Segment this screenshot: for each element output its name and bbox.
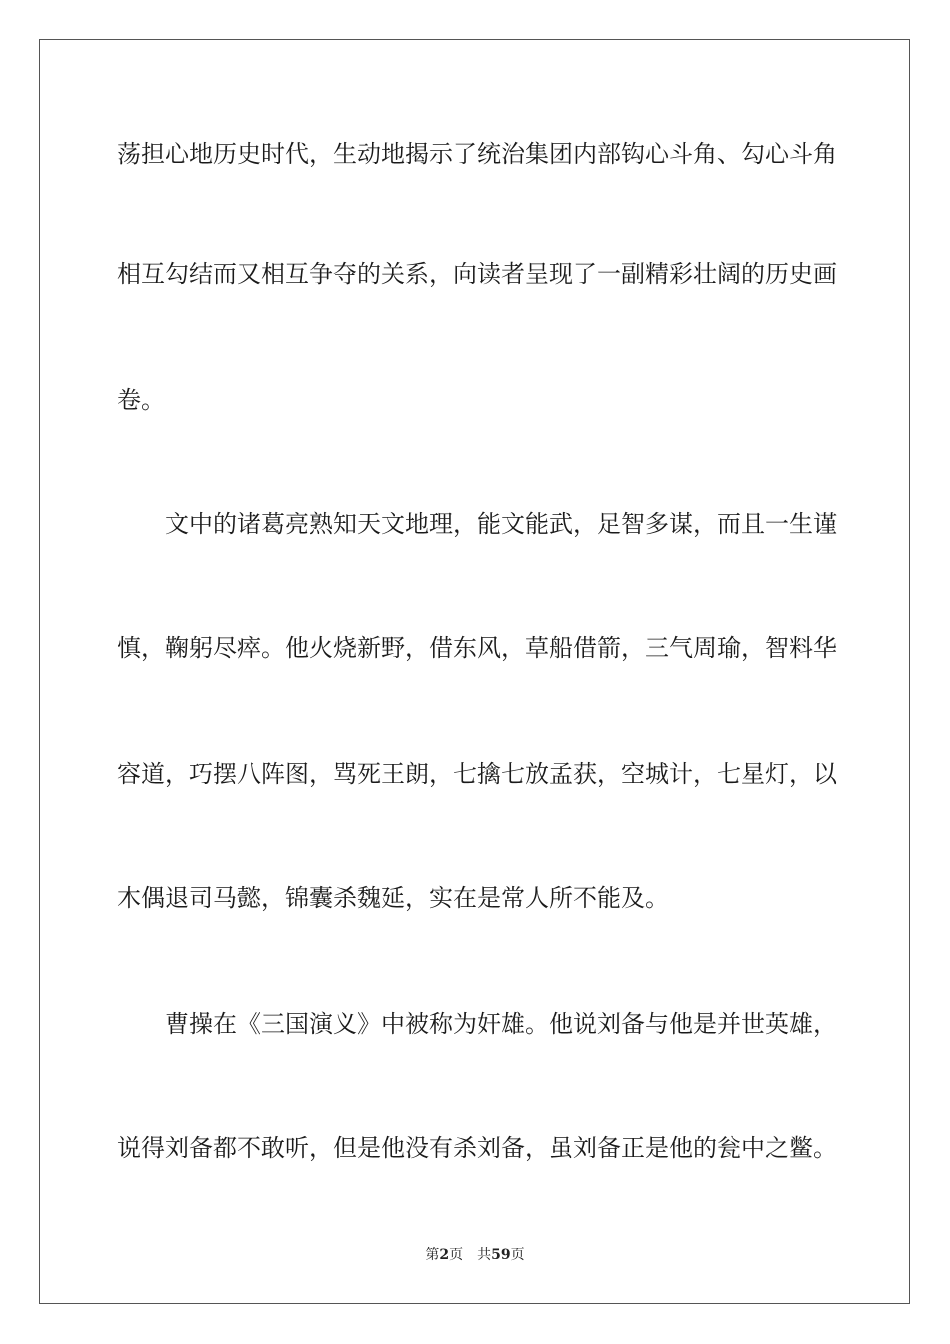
body-line-4: 文中的诸葛亮熟知天文地理，能文能武，足智多谋，而且一生谨 — [165, 510, 837, 538]
page-border — [39, 39, 910, 1304]
page-prefix: 第 — [425, 1247, 440, 1263]
body-line-9: 说得刘备都不敢听，但是他没有杀刘备，虽刘备正是他的瓮中之鳖。 — [117, 1134, 837, 1162]
body-line-3: 卷。 — [117, 386, 165, 414]
body-line-6: 容道，巧摆八阵图，骂死王朗，七擒七放孟获，空城计，七星灯，以 — [117, 760, 837, 788]
total-prefix: 共 — [477, 1247, 492, 1263]
page-number: 2 — [439, 1247, 450, 1263]
total-suffix: 页 — [510, 1247, 525, 1263]
body-line-1: 荡担心地历史时代，生动地揭示了统治集团内部钩心斗角、勾心斗角 — [117, 140, 837, 168]
total-pages: 59 — [491, 1247, 511, 1263]
body-line-8: 曹操在《三国演义》中被称为奸雄。他说刘备与他是并世英雄， — [165, 1010, 837, 1038]
body-line-5: 慎，鞠躬尽瘁。他火烧新野，借东风，草船借箭，三气周瑜，智料华 — [117, 634, 837, 662]
page-footer — [0, 1246, 950, 1264]
body-line-2: 相互勾结而又相互争夺的关系，向读者呈现了一副精彩壮阔的历史画 — [117, 260, 837, 288]
page-suffix: 页 — [449, 1247, 464, 1263]
body-line-7: 木偶退司马懿，锦囊杀魏延，实在是常人所不能及。 — [117, 884, 669, 912]
